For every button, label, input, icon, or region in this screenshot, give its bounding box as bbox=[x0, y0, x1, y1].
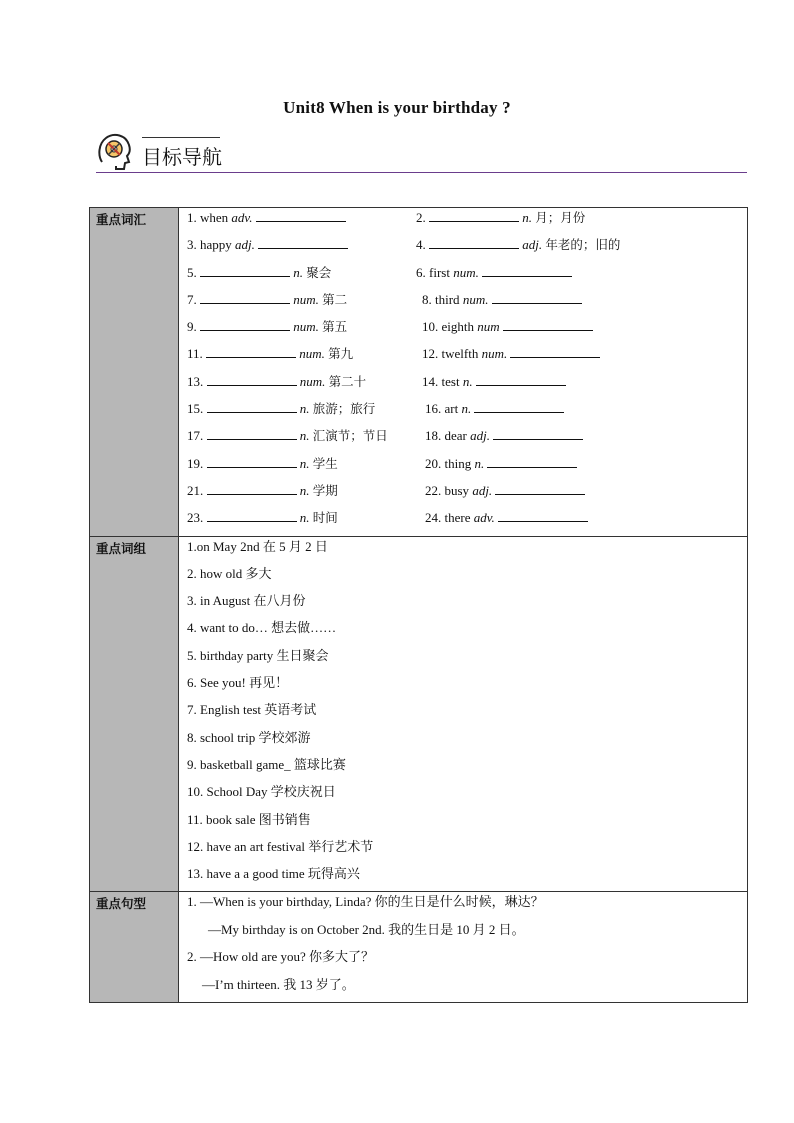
answer-blank[interactable] bbox=[207, 455, 297, 468]
answer-blank[interactable] bbox=[429, 236, 519, 249]
vocab-item bbox=[187, 317, 347, 337]
part-of-speech: n. bbox=[299, 401, 310, 417]
vocab-row bbox=[185, 344, 743, 371]
vocab-item bbox=[422, 372, 566, 392]
vocab-number: 17. bbox=[187, 428, 207, 444]
answer-blank[interactable] bbox=[258, 236, 348, 249]
vocab-meaning: 学期 bbox=[312, 482, 338, 498]
vocab-meaning: 时间 bbox=[312, 510, 338, 526]
part-of-speech: num. bbox=[299, 346, 325, 362]
vocab-meaning: 旅游；旅行 bbox=[312, 401, 376, 417]
answer-blank[interactable] bbox=[207, 400, 297, 413]
phrase-item: 8. school trip 学校郊游 bbox=[187, 729, 311, 745]
vocab-item bbox=[187, 481, 338, 501]
answer-blank[interactable] bbox=[206, 345, 296, 358]
answer-blank[interactable] bbox=[200, 264, 290, 277]
head-gear-icon bbox=[96, 132, 132, 172]
vocab-meaning: 聚会 bbox=[306, 264, 332, 280]
vocab-number: 8. third bbox=[422, 291, 463, 307]
vocab-item bbox=[187, 426, 388, 446]
part-of-speech: adj. bbox=[470, 428, 490, 444]
banner-divider bbox=[96, 172, 747, 173]
phrase-item: 1.on May 2nd 在 5 月 2 日 bbox=[187, 538, 328, 554]
vocab-number: 22. busy bbox=[425, 482, 473, 498]
part-of-speech: adv. bbox=[231, 210, 253, 225]
vocab-number: 4. bbox=[416, 237, 429, 253]
part-of-speech: n. bbox=[299, 428, 310, 444]
answer-blank[interactable] bbox=[493, 427, 583, 440]
vocab-number: 16. art bbox=[425, 401, 462, 417]
vocab-item bbox=[416, 235, 620, 255]
vocab-number: 3. happy bbox=[187, 237, 236, 253]
part-of-speech: num. bbox=[481, 346, 508, 362]
vocab-item bbox=[187, 344, 353, 364]
vocab-number: 14. test bbox=[422, 373, 463, 389]
vocab-row bbox=[185, 235, 743, 262]
vocab-item bbox=[422, 344, 600, 364]
vocab-row bbox=[185, 263, 743, 290]
answer-blank[interactable] bbox=[429, 209, 519, 222]
sentences-list bbox=[179, 892, 748, 1003]
answer-blank[interactable] bbox=[476, 373, 566, 386]
part-of-speech: n. bbox=[299, 455, 310, 471]
vocab-number: 18. dear bbox=[425, 428, 471, 444]
page-title: Unit8 When is your birthday ? bbox=[283, 98, 511, 117]
answer-blank[interactable] bbox=[495, 482, 585, 495]
part-of-speech: num. bbox=[462, 291, 489, 307]
part-of-speech: adv. bbox=[473, 510, 495, 526]
answer-blank[interactable] bbox=[492, 291, 582, 304]
vocab-number: 10. eighth bbox=[422, 319, 478, 335]
vocab-number: 2. bbox=[416, 210, 429, 225]
vocab-item bbox=[422, 290, 582, 310]
answer-blank[interactable] bbox=[510, 345, 600, 358]
part-of-speech: num. bbox=[293, 291, 319, 307]
vocab-list bbox=[179, 208, 748, 537]
part-of-speech: adj. bbox=[235, 237, 255, 253]
vocab-number: 9. bbox=[187, 319, 200, 335]
phrase-item: 13. have a a good time 玩得高兴 bbox=[187, 866, 360, 882]
vocab-item bbox=[425, 426, 583, 446]
vocab-number: 23. bbox=[187, 510, 207, 526]
vocab-number: 12. twelfth bbox=[422, 346, 482, 362]
answer-blank[interactable] bbox=[207, 373, 297, 386]
vocab-row bbox=[185, 290, 743, 317]
sentence-item: —My birthday is on October 2nd. 我的生日是 10 月 2 日。 bbox=[208, 921, 525, 937]
phrase-item: 4. want to do… 想去做…… bbox=[187, 620, 337, 636]
part-of-speech: n. bbox=[522, 210, 532, 225]
part-of-speech: n. bbox=[474, 455, 485, 471]
vocab-label: 重点词汇 bbox=[90, 208, 179, 537]
part-of-speech: num. bbox=[293, 319, 319, 335]
vocab-row bbox=[185, 208, 743, 235]
phrase-item: 5. birthday party 生日聚会 bbox=[187, 647, 329, 663]
part-of-speech: num. bbox=[299, 373, 326, 389]
phrase-item: 7. English test 英语考试 bbox=[187, 702, 317, 718]
answer-blank[interactable] bbox=[256, 209, 346, 222]
vocab-item bbox=[187, 399, 375, 419]
answer-blank[interactable] bbox=[482, 264, 572, 277]
part-of-speech: num. bbox=[453, 264, 479, 280]
summary-table bbox=[89, 207, 748, 1003]
vocab-number: 1. when bbox=[187, 210, 232, 225]
vocab-item bbox=[425, 454, 577, 474]
phrase-item: 10. School Day 学校庆祝日 bbox=[187, 784, 336, 800]
vocab-meaning: 第二十 bbox=[328, 373, 367, 389]
vocab-meaning: 月；月份 bbox=[535, 210, 586, 225]
vocab-number: 6. first bbox=[416, 264, 454, 280]
phrase-item: 6. See you! 再见！ bbox=[187, 675, 289, 691]
vocab-item bbox=[187, 454, 338, 474]
vocab-row bbox=[185, 481, 743, 508]
phrase-item: 3. in August 在八月份 bbox=[187, 593, 306, 609]
vocab-meaning: 第二 bbox=[322, 291, 348, 307]
vocab-meaning: 年老的；旧的 bbox=[545, 237, 621, 253]
part-of-speech: n. bbox=[462, 373, 473, 389]
vocab-item bbox=[187, 372, 366, 392]
phrase-item: 12. have an art festival 举行艺术节 bbox=[187, 838, 374, 854]
answer-blank[interactable] bbox=[200, 318, 290, 331]
vocab-number: 5. bbox=[187, 264, 200, 280]
vocab-item bbox=[422, 317, 593, 337]
vocab-item bbox=[425, 481, 585, 501]
vocab-item bbox=[416, 263, 572, 283]
answer-blank[interactable] bbox=[207, 509, 297, 522]
answer-blank[interactable] bbox=[207, 482, 297, 495]
vocab-meaning: 第九 bbox=[328, 346, 354, 362]
vocab-row bbox=[185, 372, 743, 399]
vocab-number: 15. bbox=[187, 401, 207, 417]
part-of-speech: n. bbox=[293, 264, 303, 280]
answer-blank[interactable] bbox=[474, 400, 564, 413]
vocab-row bbox=[185, 399, 743, 426]
banner-top-line bbox=[142, 137, 220, 138]
answer-blank[interactable] bbox=[498, 509, 588, 522]
sentence-item: 2. —How old are you? 你多大了？ bbox=[187, 949, 375, 965]
vocab-meaning: 汇演节；节日 bbox=[312, 428, 388, 444]
answer-blank[interactable] bbox=[207, 427, 297, 440]
vocab-item bbox=[425, 399, 564, 419]
phrases-list bbox=[179, 536, 748, 892]
vocab-number: 11. bbox=[187, 346, 207, 362]
phrases-section bbox=[90, 536, 748, 892]
answer-blank[interactable] bbox=[503, 318, 593, 331]
vocab-item bbox=[416, 208, 585, 228]
vocab-number: 7. bbox=[187, 291, 200, 307]
part-of-speech: adj. bbox=[472, 482, 493, 498]
vocab-item bbox=[187, 208, 346, 228]
part-of-speech: adj. bbox=[522, 237, 543, 253]
vocab-number: 20. thing bbox=[425, 455, 475, 471]
vocab-row bbox=[185, 454, 743, 481]
vocab-number: 21. bbox=[187, 482, 207, 498]
vocab-section bbox=[90, 208, 748, 537]
part-of-speech: n. bbox=[461, 401, 472, 417]
part-of-speech: num bbox=[477, 319, 500, 335]
vocab-item bbox=[187, 263, 331, 283]
banner-label: 目标导航 bbox=[142, 145, 222, 169]
sentences-section bbox=[90, 892, 748, 1003]
vocab-meaning: 学生 bbox=[312, 455, 338, 471]
part-of-speech: n. bbox=[299, 482, 310, 498]
part-of-speech: n. bbox=[299, 510, 310, 526]
vocab-item bbox=[187, 235, 348, 255]
vocab-row bbox=[185, 508, 743, 535]
sentences-label: 重点句型 bbox=[90, 892, 179, 1003]
vocab-meaning: 第五 bbox=[322, 319, 348, 335]
vocab-row bbox=[185, 317, 743, 344]
vocab-item bbox=[187, 290, 347, 310]
answer-blank[interactable] bbox=[487, 455, 577, 468]
phrase-item: 9. basketball game_ 篮球比赛 bbox=[187, 756, 346, 772]
vocab-number: 19. bbox=[187, 455, 207, 471]
sentence-item: —I’m thirteen. 我 13 岁了。 bbox=[202, 976, 355, 992]
vocab-number: 13. bbox=[187, 373, 207, 389]
vocab-item bbox=[187, 508, 338, 528]
section-banner bbox=[96, 130, 747, 176]
phrase-item: 2. how old 多大 bbox=[187, 565, 272, 581]
vocab-number: 24. there bbox=[425, 510, 474, 526]
phrase-item: 11. book sale 图书销售 bbox=[187, 811, 311, 827]
vocab-item bbox=[425, 508, 588, 528]
vocab-row bbox=[185, 426, 743, 453]
sentence-item: 1. —When is your birthday, Linda? 你的生日是什么时候，琳达？ bbox=[187, 894, 544, 910]
answer-blank[interactable] bbox=[200, 291, 290, 304]
phrases-label: 重点词组 bbox=[90, 536, 179, 892]
